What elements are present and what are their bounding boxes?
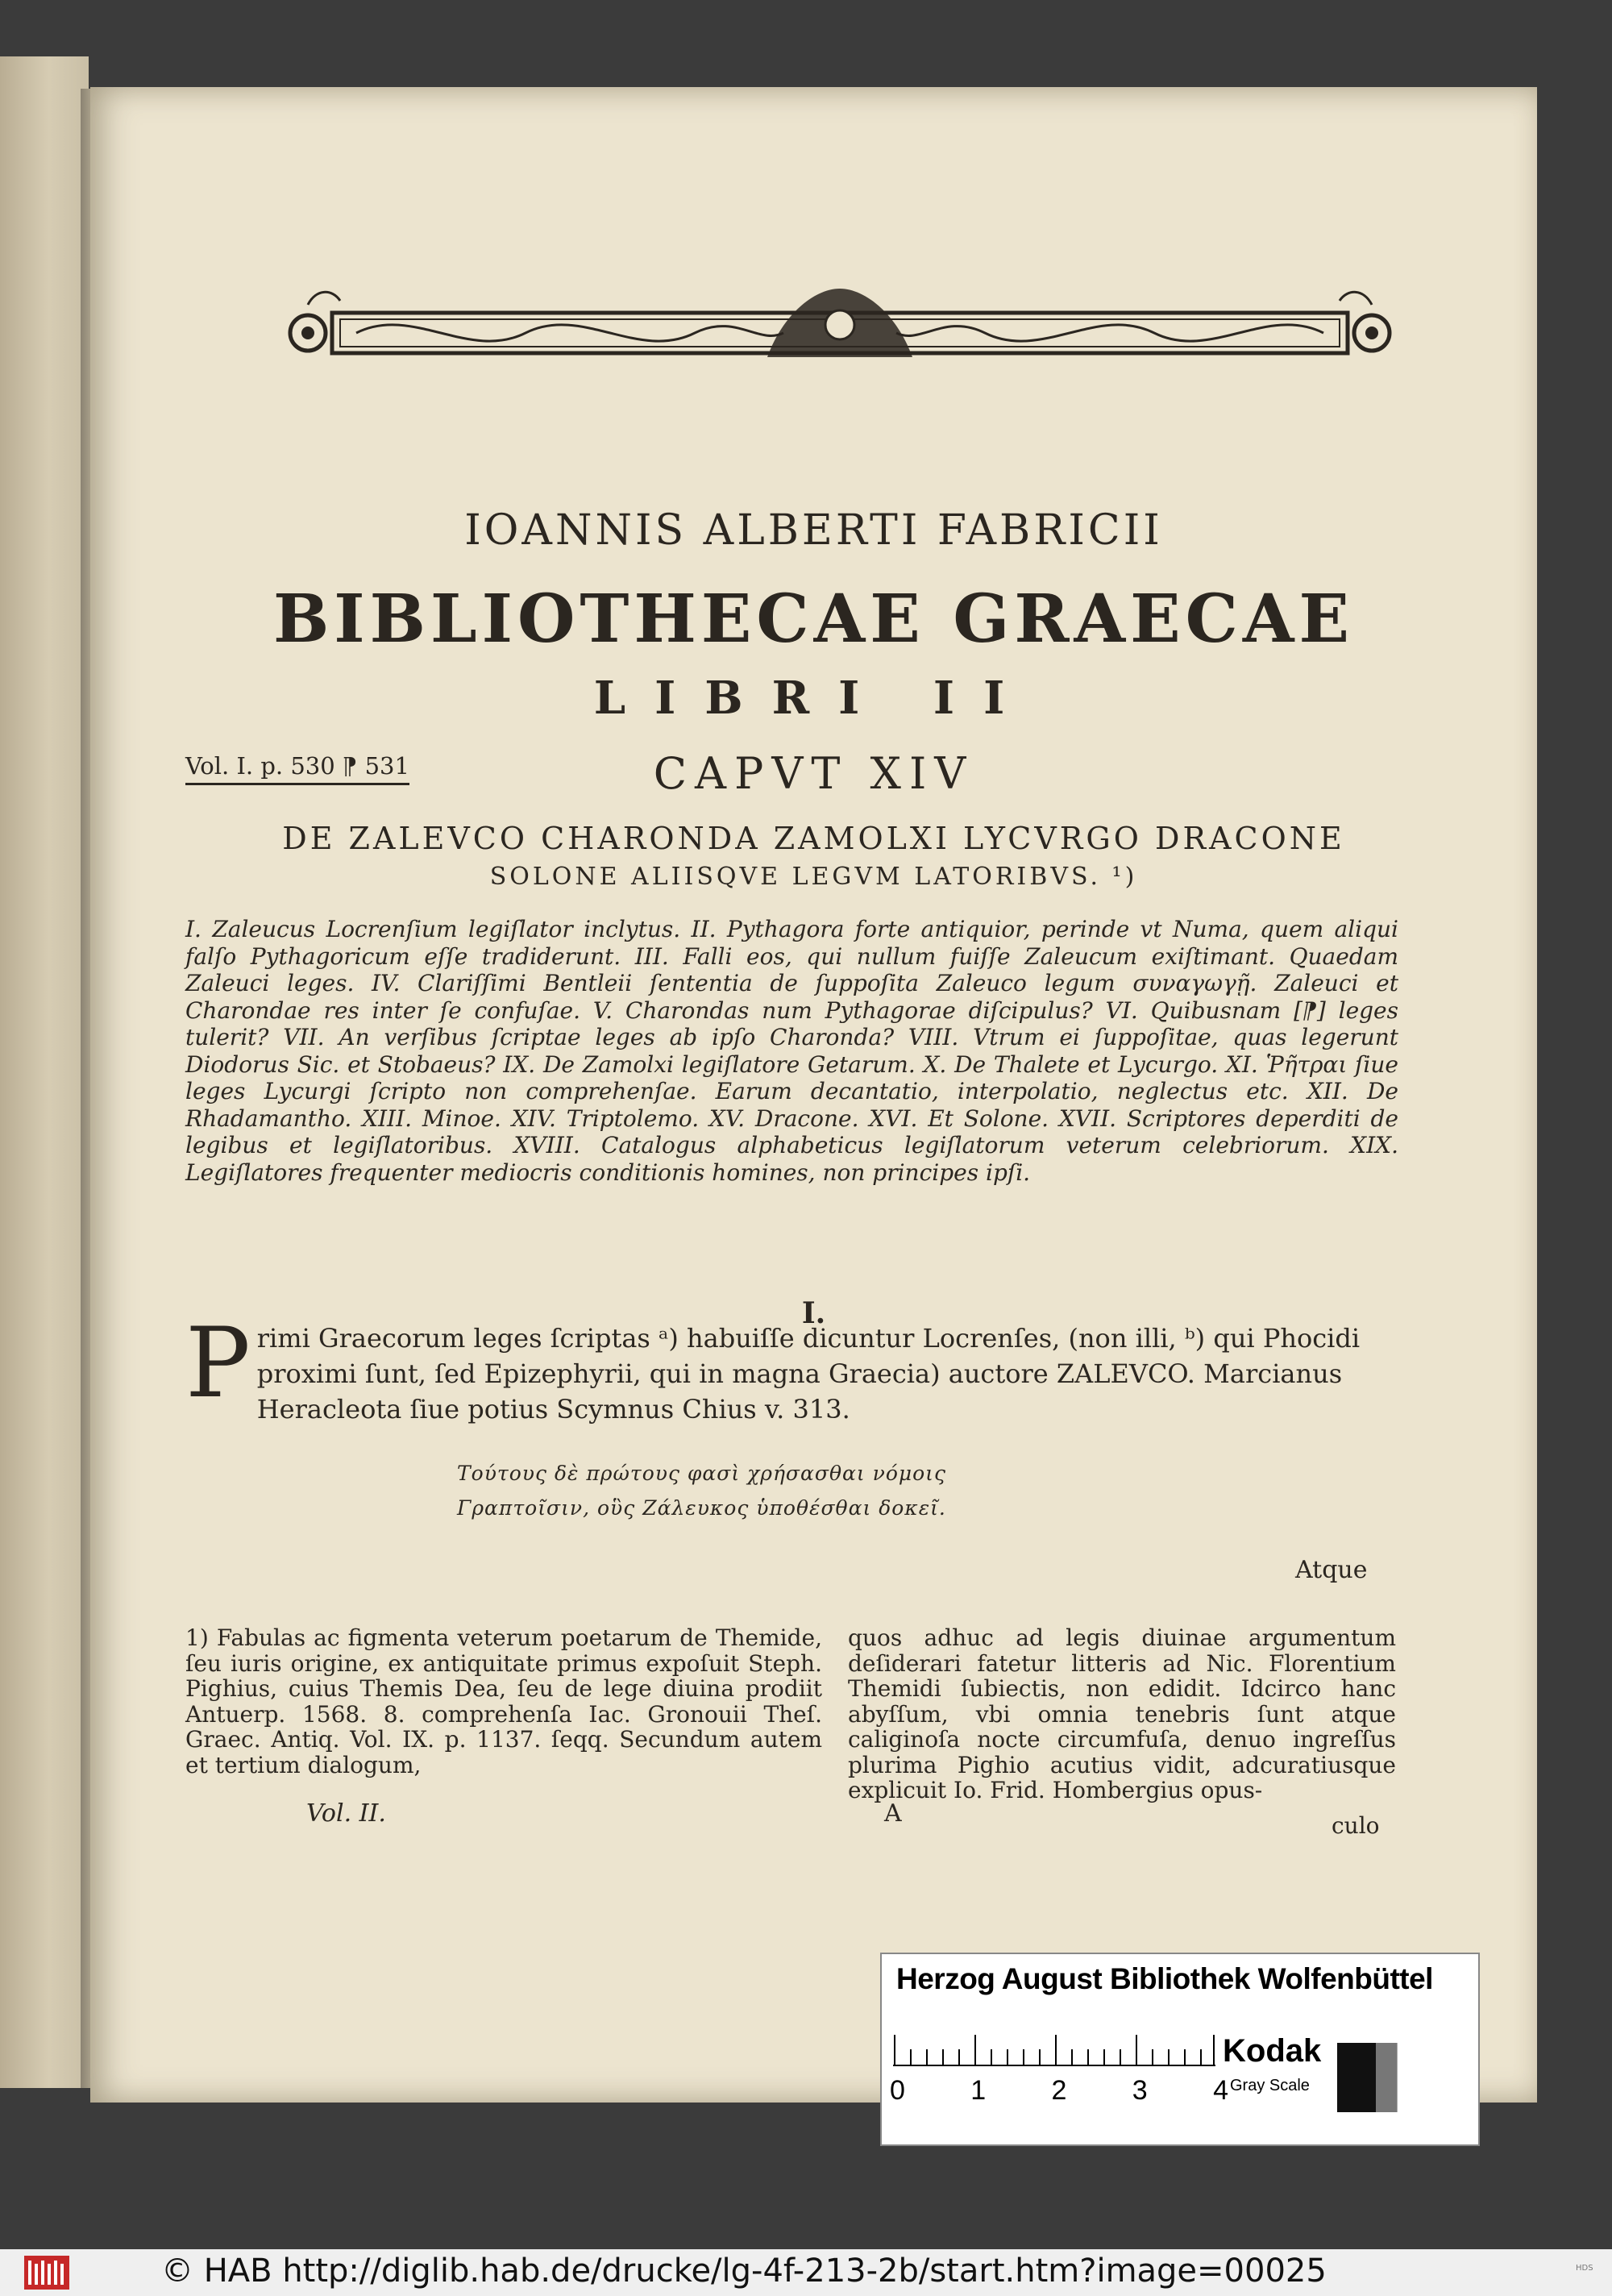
hab-logo-icon [24,2256,69,2290]
section-number: I. [801,1296,826,1330]
ruler-number: 1 [970,2075,987,2106]
footer-bar [0,2249,1612,2296]
footnote-right-column: quos adhuc ad legis diuinae argumentum deſiderari fatetur litteris ad Nic. Florentium Themidi ſubiectis, non edidit. Idcirco hanc abyſſum, vbi omnia tenebris ſunt atque caliginoſa nocte circumfuſa, denuo ingreſſus plurima Pighio acutius vidit, adcuratiusque explicuit Io. Frid. Hombergius opus- [848,1624,1396,1803]
color-calibration-card [880,1953,1480,2146]
chapter-heading: CAPVT XIV [653,748,974,799]
book-page [90,87,1537,2103]
kodak-brand: Kodak [1223,2033,1322,2069]
body-paragraph [185,1308,1398,1427]
ruler-number: 4 [1213,2075,1228,2106]
greek-verse-line2: Γραπτοῖσιν, οὓς Ζάλευκος ὑποθέσθαι δοκεῖ. [457,1496,946,1520]
chapter-subtitle-line2: SOLONE ALIISQVE LEGVM LATORIBVS. ¹) [489,863,1138,891]
footnote-left-column: 1) Fabulas ac figmenta veterum poetarum de Themide, ſeu iuris origine, ex antiquitate primus expoſuit Steph. Pighius, cuius Themis Dea, ſeu de lege diuina prodiit Antuerp. 1568. 8. comprehenſa Iac. Gronouii Theſ. Graec. Antiq. Vol. IX. p. 1137. ſeqq. Secundum autem et tertium dialogum, [185,1624,822,1778]
decorative-headpiece [284,281,1396,381]
measurement-ruler [893,2035,1215,2067]
chapter-summary: I. Zaleucus Locrenſium legiſlator inclytus. II. Pythagora forte antiquior, perinde vt Numa, quem aliqui falſo Pythagoricum eſſe tradiderunt. III. Falli eos, qui nullum fuiſſe Zaleucum exiſtimant. Quaedam Zaleuci leges. IV. Clariſſimi Bentleii ſententia de ſuppoſita Zaleuco legum συναγωγῇ. Zaleuci et Charondae res inter ſe confuſae. V. Charondas num Pythagorae diſcipulus? VI. Quibusnam [⁋] leges tulerit? VII. An verſibus ſcriptae leges ab ipſo Charonda? VIII. Vtrum ei ſuppoſitae, quas legerunt Diodorus Sic. et Stobaeus? IX. De Zamolxi legiſlatore Getarum. X. De Thalete et Lycurgo. XI. Ῥῆτραι ſiue leges Lycurgi ſcripto non comprehenſae. Earum decantatio, interpolatio, neglectus etc. XII. De Rhadamantho. XIII. Minoe. XIV. Triptolemo. XV. Dracone. XVI. Et Solone. XVII. Scriptores deperditi de legibus et legiſlatoribus. XVIII. Catalogus alphabeticus legiſlatorum veterum celebriorum. XIX. Legiſlatores frequenter mediocris conditionis homines, non principes ipſi. [185,916,1398,1186]
footnote-catchword: culo [1332,1812,1380,1839]
gray-patch-dark [1337,2043,1376,2112]
gray-patch-mid [1376,2043,1398,2112]
catchword: Atque [1295,1556,1368,1584]
work-title: BIBLIOTHECAE GRAECAE [272,580,1355,658]
ruler-number: 0 [890,2075,905,2106]
drop-capital: P [185,1308,251,1420]
signature-mark: A [884,1799,902,1828]
body-text: rimi Graecorum leges ſcriptas ᵃ) habuiſſe dicuntur Locrenſes, (non illi, ᵇ) qui Phocidi proximi ſunt, ſed Epizephyrii, qui in magna Graecia) auctore ZALEVCO. Marcianus Heracleota ſiue potius Scymnus Chius v. 313. [256,1323,1361,1425]
libri-heading: LIBRI II [593,672,1034,725]
ruler-numbers [890,2075,1228,2107]
ruler-number: 3 [1132,2075,1148,2106]
ruler-number: 2 [1051,2075,1067,2106]
copyright-url[interactable]: © HAB http://diglib.hab.de/drucke/lg-4f-213-2b/start.htm?image=00025 [161,2252,1327,2290]
greek-verse-line1: Τούτους δὲ πρώτους φασὶ χρήσασθαι νόμοις [457,1462,946,1485]
author-title: IOANNIS ALBERTI FABRICII [464,506,1163,555]
volume-reference: Vol. I. p. 530 ⁋ 531 [185,752,409,785]
library-name: Herzog August Bibliothek Wolfenbüttel [896,1962,1433,1995]
previous-page-edge [0,56,89,2088]
volume-footer: Vol. II. [306,1799,386,1828]
footer-code: HDS [1576,2264,1593,2273]
chapter-subtitle-line1: DE ZALEVCO CHARONDA ZAMOLXI LYCVRGO DRACONE [282,821,1345,856]
gray-scale-label: Gray Scale [1230,2077,1310,2094]
